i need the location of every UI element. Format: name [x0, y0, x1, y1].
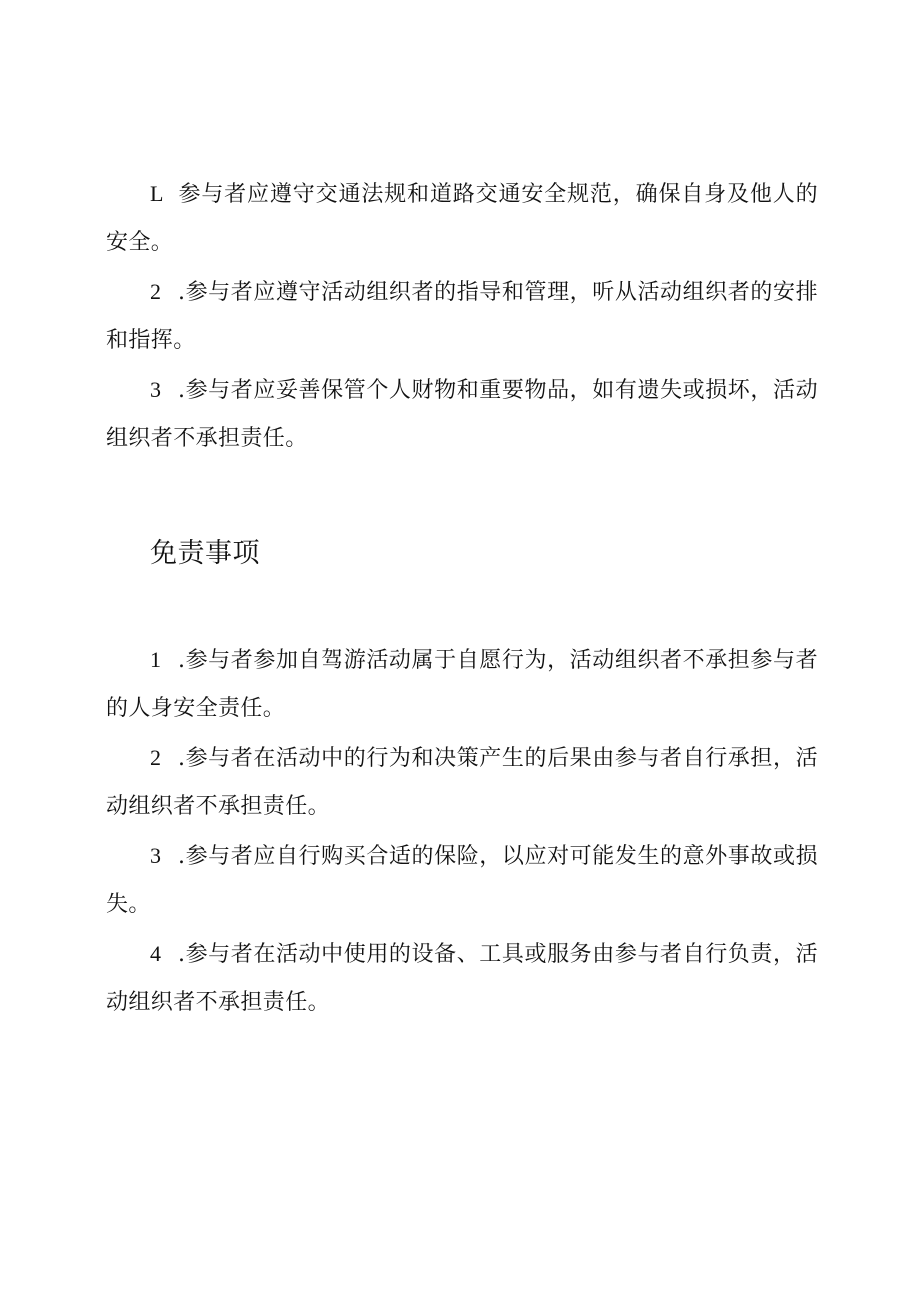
safety-rule-2-number: 2 [150, 279, 162, 304]
safety-rule-1-number: L [150, 181, 164, 206]
disclaimer-item-3 [106, 832, 818, 928]
safety-rule-3-text: .参与者应妥善保管个人财物和重要物品，如有遗失或损坏，活动组织者不承担责任。 [106, 378, 818, 451]
document-content [106, 170, 818, 1028]
disclaimer-item-2 [106, 734, 818, 830]
disclaimer-heading: 免责事项 [150, 538, 260, 569]
disclaimer-item-1 [106, 636, 818, 732]
safety-rule-3-number: 3 [150, 377, 162, 402]
safety-rule-1-text: 参与者应遵守交通法规和道路交通安全规范，确保自身及他人的安全。 [106, 182, 818, 255]
safety-rule-2-text: .参与者应遵守活动组织者的指导和管理，听从活动组织者的安排和指挥。 [106, 280, 818, 353]
safety-rule-3 [106, 366, 818, 462]
safety-rule-1 [106, 170, 818, 266]
disclaimer-item-3-text: .参与者应自行购买合适的保险，以应对可能发生的意外事故或损失。 [106, 844, 818, 917]
disclaimer-item-2-number: 2 [150, 745, 162, 770]
disclaimer-item-4-number: 4 [150, 941, 162, 966]
disclaimer-item-3-number: 3 [150, 843, 162, 868]
disclaimer-item-4-text: .参与者在活动中使用的设备、工具或服务由参与者自行负责，活动组织者不承担责任。 [106, 942, 818, 1015]
disclaimer-item-4 [106, 930, 818, 1026]
disclaimer-item-2-text: .参与者在活动中的行为和决策产生的后果由参与者自行承担，活动组织者不承担责任。 [106, 746, 818, 819]
safety-rule-2 [106, 268, 818, 364]
disclaimer-item-1-number: 1 [150, 647, 162, 672]
disclaimer-item-1-text: .参与者参加自驾游活动属于自愿行为，活动组织者不承担参与者的人身安全责任。 [106, 648, 818, 721]
